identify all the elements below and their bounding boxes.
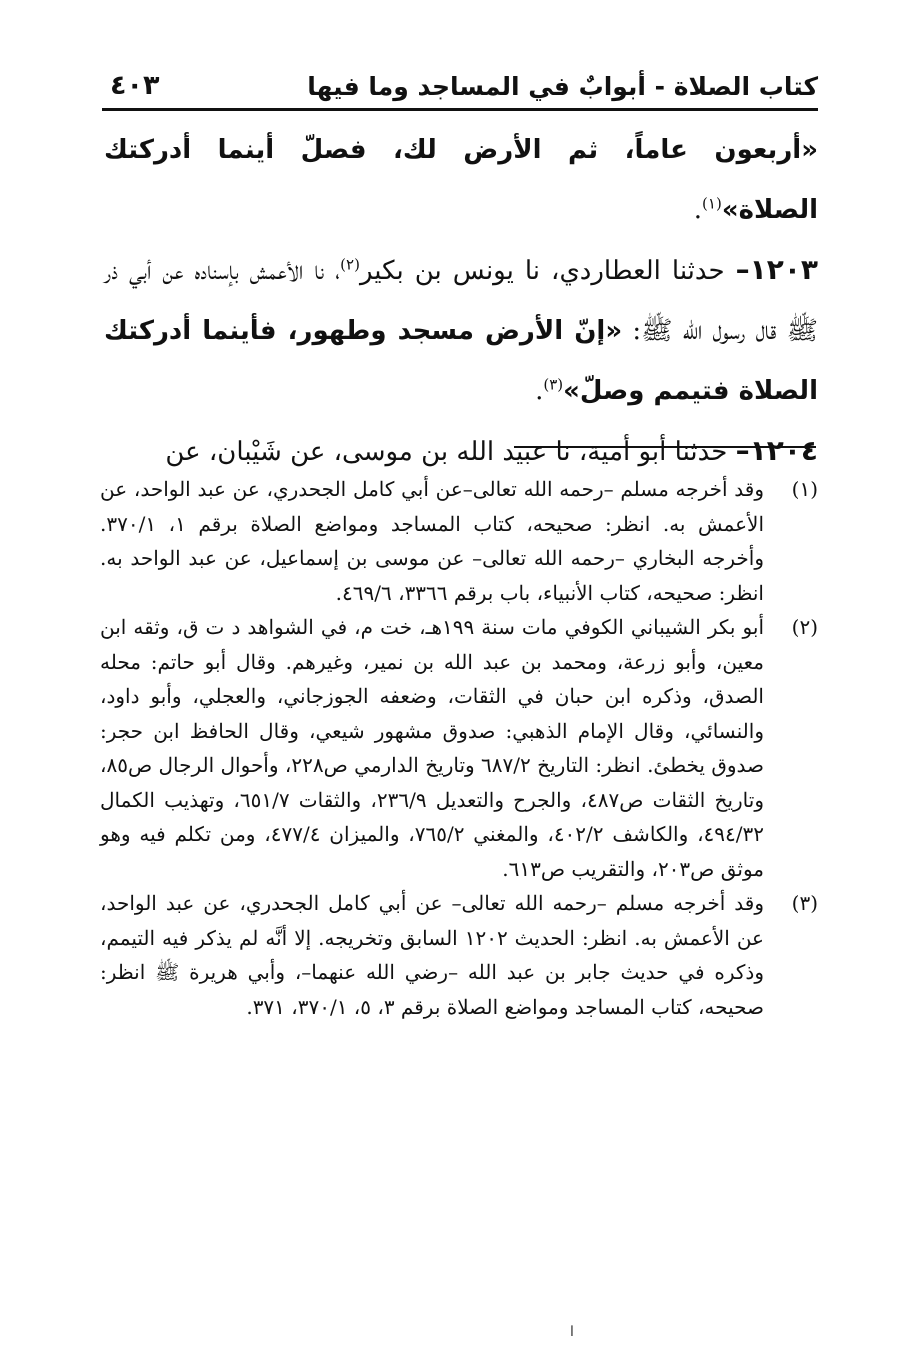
main-text [104,120,818,482]
isnad-part-1: حدثنا العطاردي، نا يونس بن بكير [359,256,725,286]
footnote-number: (١) [791,477,818,501]
footnote-separator [514,446,816,448]
footnote-ref-3: (٣) [543,375,564,394]
footnote-3 [100,886,818,1024]
hadith-quote: «أربعون عاماً، ثم الأرض لك، فصلّ أينما أدركتك الصلاة» [104,135,818,225]
isnad-text: حدثنا أبو أمية، نا عبيد الله بن موسى، عن شَيْبان، عن [165,437,728,467]
header-title: كتاب الصلاة - أبوابٌ في المساجد وما فيها [307,72,818,101]
header-rule [102,108,818,111]
footnote-number: (٣) [791,891,818,915]
isnad-part-2: ، نا الأعمش بإسناده عن أبي ذر ﷺ قال رسول الله ﷺ: [104,256,818,346]
footnote-1 [100,472,818,610]
running-header [102,64,818,108]
footnote-number: (٢) [791,615,818,639]
footnote-text: وقد أخرجه مسلم –رحمه الله تعالى–عن أبي كامل الجحدري، عن عبد الواحد، عن الأعمش به. انظر: صحيحه، كتاب المساجد ومواضع الصلاة برقم ١، ٣٧٠/١. وأخرجه البخاري –رحمه الله تعالى– عن موسى بن إسماعيل، عن عبد الواحد به. انظر: صحيحه، كتاب الأنبياء، باب برقم ٣٣٦٦، ٤٦٩/٦. [100,477,764,605]
footnotes [100,472,818,1024]
hadith-quote: «إنّ الأرض مسجد وطهور، فأينما أدركتك الصلاة فتيمم وصلّ» [104,316,818,406]
footnote-ref-1: (١) [702,194,722,213]
printer-mark: ا [570,1324,574,1340]
page-number: ٤٠٣ [110,70,160,101]
sentence-end: . [693,195,703,225]
footnote-text: وقد أخرجه مسلم –رحمه الله تعالى– عن أبي كامل الجحدري، عن عبد الواحد، عن الأعمش به. انظر: الحديث ١٢٠٢ السابق وتخريجه. إلا أنَّه لم يذكر فيه التيمم، وذكره في حديث جابر بن عبد الله –رضي الله عنهما–، وأبي هريرة ﷺ انظر: صحيحه، كتاب المساجد ومواضع الصلاة برقم ٣، ٥، ٣٧٠/١، ٣٧١. [100,891,764,1019]
footnote-ref-2: (٢) [340,255,360,274]
footnote-text: أبو بكر الشيباني الكوفي مات سنة ١٩٩هـ، خت م، في الشواهد د ت ق، وثقه ابن معين، وأبو زرعة، ومحمد بن عبد الله بن نمير، وغيرهم. وقال أبو حاتم: محله الصدق، وذكره ابن حبان في الثقات، وضعفه الجوزجاني، والعجلي، وأبو داود، والنسائي، وقال الإمام الذهبي: صدوق مشهور شيعي، وقال الحافظ ابن حجر: صدوق يخطئ. انظر: التاريخ ٦٨٧/٢ وتاريخ الدارمي ص٢٢٨، وأحوال الرجال ص٨٥، وتاريخ الثقات ص٤٨٧، والجرح والتعديل ٢٣٦/٩، والثقات ٦٥١/٧، وتهذيب الكمال ٤٩٤/٣٢، والكاشف ٤٠٢/٢، والمغني ٧٦٥/٢، والميزان ٤٧٧/٤، ومن تكلم فيه وهو موثق ص٢٠٣، والتقريب ص٦١٣. [100,615,765,881]
hadith-number: ١٢٠٤– [735,434,818,467]
hadith-continuation [104,120,818,240]
hadith-1203 [104,240,818,421]
hadith-number: ١٢٠٣– [735,253,819,286]
footnote-2 [100,610,818,886]
sentence-end: . [535,376,544,406]
